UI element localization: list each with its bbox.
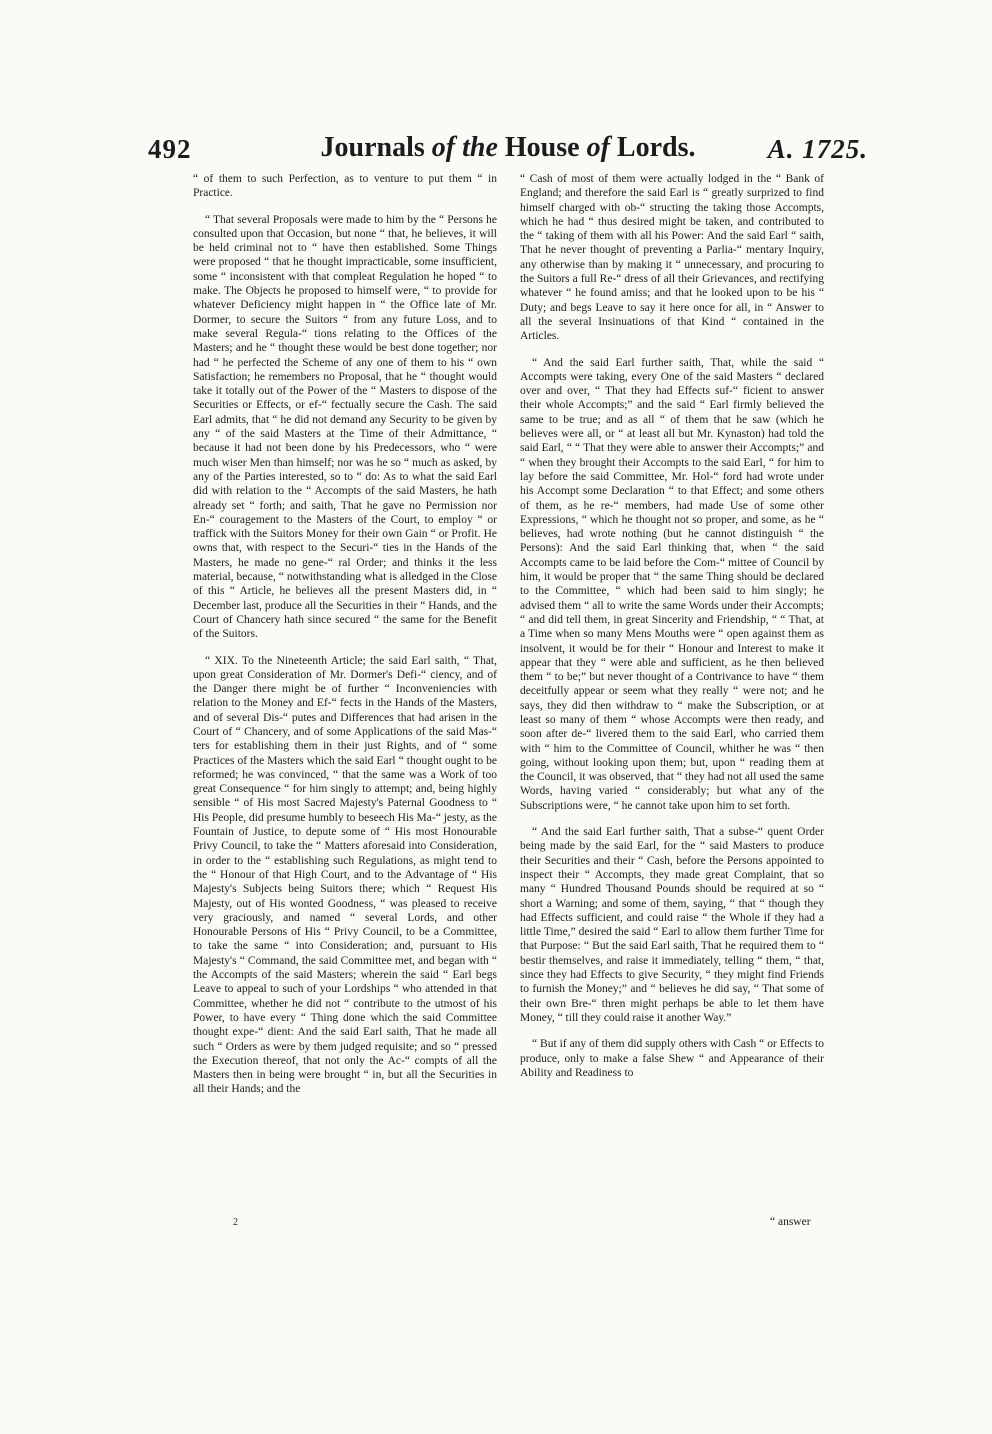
title-word: Journals (320, 132, 425, 163)
text-columns (193, 172, 824, 1232)
title-word: of (586, 132, 610, 163)
catchword: “ answer (770, 1216, 811, 1228)
title-word: Lords. (616, 132, 696, 163)
paragraph: “ Cash of most of them were actually lodged in the “ Bank of England; and therefore the said Earl is “ greatly surprized to find himself charged with ob-“ structing the taking those Accompts, which he had “ thus desired might be taken, and contributed to the “ taking of them with all his Power: And the said Earl “ saith, That he never thought of preventing a Parlia-“ mentary Inquiry, any otherwise than by making it “ unnecessary, and procuring to the Suitors a full Re-“ dress of all their Grievances, and rectifying whatever “ he found amiss; and that he looked upon to be his “ Duty; and begs Leave to say it here once for all, in “ Answer to all the several Insinuations of that Kind “ contained in the Articles. (520, 173, 824, 343)
signature-mark: 2 (233, 1217, 238, 1228)
paragraph: “ That several Proposals were made to him by the “ Persons he consulted upon that Occasion, but none “ that, he believes, it will be held criminal not to “ have then established. Some Things were proposed “ that he thought impracticable, some insufficient, some “ inconsistent with that compleat Regulation he hoped “ to make. The Objects he proposed to himself were, “ to provide for whatever Deficiency might happen in “ the Office late of Mr. Dormer, to secure the Suitors “ from any future Loss, and to make several Regula-“ tions relating to the Offices of the Masters; and he “ thought these would be best done together; nor had “ he perfected the Scheme of any one of them to his “ own Satisfaction; he remembers no Proposal, that he “ thought would take it totally out of the Power of the “ Masters to dispose of the Securities or Effects, or ef-“ fectually secure the Cash. The said Earl admits, that “ he did not demand any Security to be given by any “ of the said Masters at the Time of their Admittance, “ because it had not been done by his Predecessors, who “ were much wiser Men than himself; nor was he so “ much as asked, by any of the Parties interested, so to “ do: As to what the said Earl did with relation to the “ Accompts of the said Masters, he hath already set “ forth; and saith, That he gave no Permission nor En-“ couragement to the Masters of the Court, to employ “ or traffick with the Suitors Money for their own Gain “ or Profit. He owns that, with respect to the Securi-“ ties in the Hands of the Masters, he made no gene-“ ral Order; and thinks it the less material, because, “ notwithstanding what is alledged in the Close of this “ Article, he believes all the present Masters did, in “ December last, produce all the Securities in their “ Hands, and the Court of Chancery hath since secured “ the same for the Benefit of the Suitors. (193, 213, 497, 641)
right-column (520, 172, 824, 1232)
paragraph: “ And the said Earl further saith, That a subse-“ quent Order being made by the said Earl, for the “ said Masters to produce their Securities and their “ Cash, before the Persons appointed to inspect their “ Accompts, they made great Complaint, that so many “ Hundred Thousand Pounds should be required at so “ short a Warning; and some of them, saying, “ that “ though they had Effects sufficient, and could raise “ the Whole if they had a little Time,” desired the said “ Earl to allow them further Time for that Purpose: “ But the said Earl saith, That he required them to “ bestir themselves, and raise it immediately, telling “ them, “ that, since they had Effects to give Security, “ they might find Friends to furnish the Money;” and “ believes he did say, “ That some of their own Bre-“ thren might perhaps be able to let them have Money, “ till they could raise it another Way.” (520, 826, 824, 1024)
title-word: the (462, 132, 498, 163)
paragraph: “ But if any of them did supply others with Cash “ or Effects to produce, only to make a false Shew “ and Appearance of their Ability and Readiness to (520, 1038, 824, 1079)
page-number: 492 (148, 134, 192, 164)
title-word: of (431, 132, 456, 163)
page-header (148, 130, 868, 170)
running-title (148, 132, 868, 164)
paragraph: “ And the said Earl further saith, That, while the said “ Accompts were taking, every One of the said Masters “ declared over and over, “ That they had Effects suf-“ ficient to answer their whole Accompts;” and the said “ Earl firmly believed the same to be true; and as all “ of them that he saw (which he believes were all, or “ at least all but Mr. Kynaston) had told the said Earl, “ “ That they were able to answer their Accompts;” and “ when they brought their Accompts to the said Earl, “ for him to lay before the said Committee, Mr. Hol-“ ford had wrote under his Accompt some Declaration “ to that Effect; and some others of them, as he re-“ members, had made Use of some other Expressions, “ which he thought not so proper, and some, as he “ believes, had wrote nothing (but he cannot distinguish “ the Persons): And the said Earl thinking that, when “ the said Accompts came to be laid before the Com-“ mittee of Council by him, it would be proper that “ the same Thing should be declared to the Committee, “ which had been said to him singly; he advised them “ all to write the same Words under their Accompts; “ and did tell them, in great Sincerity and Friendship, “ “ That, at a Time when so many Mens Mouths were “ open against them as insolvent, it would be for their “ Honour and Interest to make it appear that they “ were able and sufficient, as he then believed them “ to be;” but never thought of a Contrivance to have “ them deceitfully appear or seem what they really “ were not; and he says, they did then withdraw to “ make the Subscription, or at least so many of them “ whose Accompts were then ready, and soon after de-“ livered them to the said Earl, who carried them with “ him to the Committee of Council, whither he was “ then going, without looking upon them; but, upon “ reading them at the Council, it was observed, that “ they had not all used the same Words, having varied “ considerably; but what any of the Subscriptions were, “ he cannot take upon him to set forth. (520, 356, 824, 812)
year-label: A. 1725. (767, 134, 868, 164)
paragraph: “ XIX. To the Nineteenth Article; the said Earl saith, “ That, upon great Consideration of Mr. Dormer's Defi-“ ciency, and of the Danger there might be of further “ Inconveniencies with relation to the Money and Ef-“ fects in the Hands of the Masters, and of several Dis-“ putes and Differences that had arisen in the Court of “ Chancery, and of some Applications of the said Mas-“ ters for establishing them in their just Rights, and of “ some Practices of the Masters which the said Earl “ thought ought to be reformed; he was convinced, “ that the same was a Work of too great Consequence “ for him singly to attempt; and, being highly sensible “ of His most Sacred Majesty's Paternal Goodness to “ His People, did presume humbly to beseech His Ma-“ jesty, as the Fountain of Justice, to depute some of “ His most Honourable Privy Council, to take the “ Matters aforesaid into Consideration, in order to the “ establishing such Regulations, as might tend to the “ Honour of that High Court, and to the Advantage of “ His Majesty's Subjects being Suitors there; which “ Request His Majesty, out of His wonted Goodness, “ was pleased to receive very graciously, and named “ several Lords, and other Honourable Persons of His “ Privy Council, to be a Committee, to take the same “ into Consideration; and, pursuant to His Majesty's “ Command, the said Committee met, and began with “ the Accompts of the said Masters; wherein the said “ Earl begs Leave to appeal to such of your Lordships “ who attended in that Committee, whether he did not “ contribute to the utmost of his Power, to have every “ Thing done which the said Committee thought expe-“ dient: And the said Earl saith, That he made all such “ Orders as were by them judged requisite; and so “ pressed the Execution thereof, that not only the Ac-“ compts of all the Masters then in being were brought “ in, but all the Securities in all their Hands; and the (193, 654, 497, 1096)
left-column (193, 172, 497, 1232)
paragraph: “ of them to such Perfection, as to venture to put them “ in Practice. (193, 173, 497, 200)
title-word: House (504, 132, 580, 163)
